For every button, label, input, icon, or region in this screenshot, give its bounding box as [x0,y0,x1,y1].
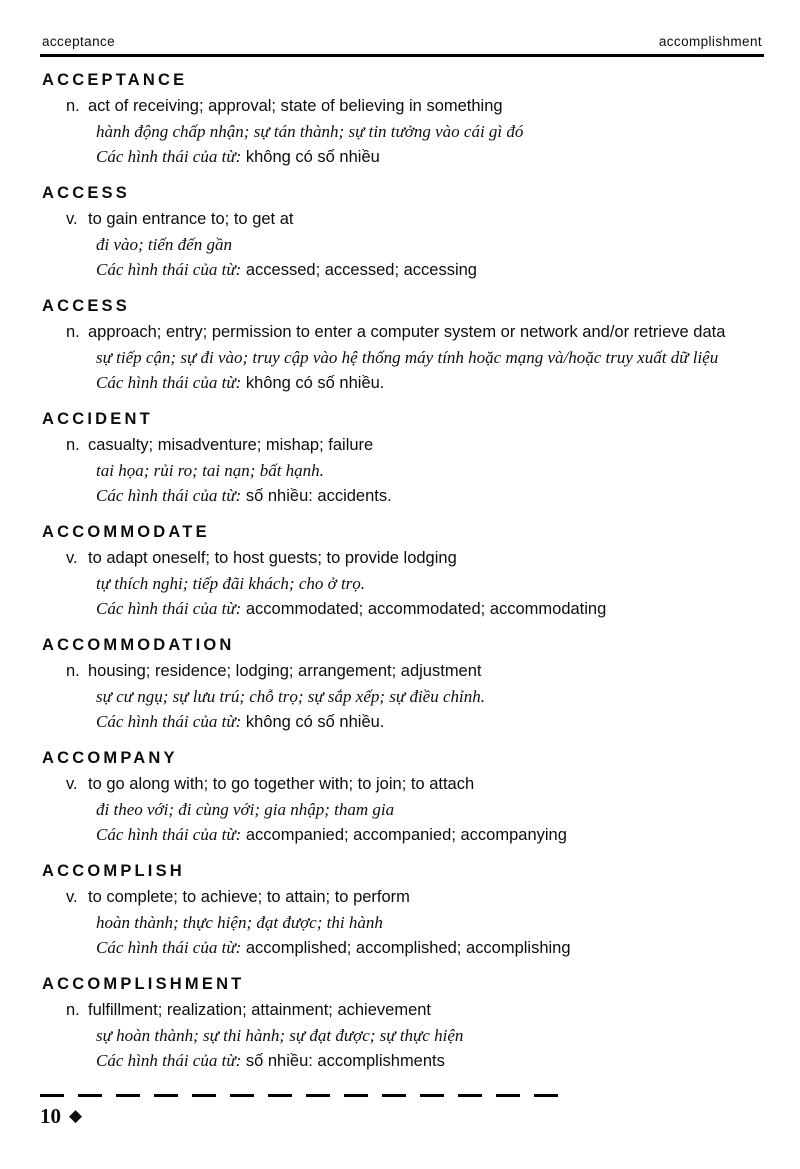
forms-label: Các hình thái của từ: [96,938,242,957]
entry-definition: to adapt oneself; to host guests; to provide lodging [88,549,457,567]
forms-label: Các hình thái của từ: [96,260,242,279]
part-of-speech: n. [66,662,80,680]
entry-body [66,885,764,961]
forms-label: Các hình thái của từ: [96,599,242,618]
part-of-speech: v. [66,210,78,228]
entry-translation: sự cư ngụ; sự lưu trú; chỗ trọ; sự sắp xếp; sự điều chỉnh. [96,687,485,706]
entry-forms: số nhiều: accomplishments [245,1052,445,1070]
definition-line [66,207,764,232]
part-of-speech: n. [66,1001,80,1019]
forms-label: Các hình thái của từ: [96,486,242,505]
forms-label: Các hình thái của từ: [96,373,242,392]
entry-headword: ACCOMMODATION [42,636,235,654]
entry-headword: ACCOMPLISHMENT [42,975,245,993]
entry-headword: ACCESS [42,184,130,202]
definition-line [66,998,764,1023]
entry-forms: accompanied; accompanied; accompanying [245,826,567,844]
entry-headword: ACCEPTANCE [42,71,188,89]
entry-body [66,772,764,848]
entry-definition: to complete; to achieve; to attain; to perform [88,888,410,906]
entry-forms: số nhiều: accidents. [245,487,392,505]
forms-label: Các hình thái của từ: [96,1051,242,1070]
dictionary-entry [40,635,764,735]
forms-line [96,935,764,961]
definition-line [66,772,764,797]
page-footer [40,1094,562,1129]
header-rule [40,54,764,57]
definition-line [66,433,764,458]
footer-dashed-line [40,1094,562,1097]
definition-line [66,94,764,119]
forms-line [96,596,764,622]
entry-forms: không có số nhiều [245,148,380,166]
entry-forms: accommodated; accommodated; accommodating [245,600,607,618]
forms-label: Các hình thái của từ: [96,712,242,731]
entry-translation: tự thích nghi; tiếp đãi khách; cho ở trọ. [96,574,366,593]
forms-line [96,257,764,283]
forms-label: Các hình thái của từ: [96,825,242,844]
entry-forms: không có số nhiều. [245,713,385,731]
entry-body [66,94,764,170]
part-of-speech: n. [66,97,80,115]
entry-headword: ACCESS [42,297,130,315]
entry-forms: accessed; accessed; accessing [245,261,477,279]
dictionary-entry [40,296,764,396]
entry-definition: casualty; misadventure; mishap; failure [88,436,374,454]
entry-definition: to gain entrance to; to get at [88,210,294,228]
entry-headword: ACCIDENT [42,410,153,428]
forms-line [96,709,764,735]
entry-forms: accomplished; accomplished; accomplishing [245,939,571,957]
forms-line [96,822,764,848]
entry-forms: không có số nhiều. [245,374,385,392]
entry-body [66,546,764,622]
definition-line [66,320,764,345]
entry-definition: act of receiving; approval; state of believing in something [88,97,503,115]
part-of-speech: v. [66,775,78,793]
entry-translation: sự tiếp cận; sự đi vào; truy cập vào hệ thống máy tính hoặc mạng và/hoặc truy xuất dữ liệu [96,348,719,367]
forms-line [96,144,764,170]
entry-body [66,433,764,509]
entry-definition: fulfillment; realization; attainment; achievement [88,1001,432,1019]
forms-label: Các hình thái của từ: [96,147,242,166]
entry-translation: hành động chấp nhận; sự tán thành; sự tin tưởng vào cái gì đó [96,122,524,141]
definition-line [66,885,764,910]
forms-line [96,483,764,509]
dictionary-entry [40,70,764,170]
running-head-left: acceptance [42,34,116,49]
running-head [40,34,764,54]
page-number: 10 [40,1104,61,1128]
definition-line [66,659,764,684]
running-head-right: accomplishment [658,34,762,49]
diamond-icon: ◆ [69,1106,83,1126]
entry-body [66,659,764,735]
dictionary-entry [40,183,764,283]
entry-body [66,320,764,396]
dictionary-entry [40,522,764,622]
entry-translation: hoàn thành; thực hiện; đạt được; thi hành [96,913,383,932]
part-of-speech: n. [66,323,80,341]
dictionary-entry [40,974,764,1074]
forms-line [96,370,764,396]
entry-translation: sự hoàn thành; sự thi hành; sự đạt được; sự thực hiện [96,1026,464,1045]
entry-headword: ACCOMPANY [42,749,178,767]
forms-line [96,1048,764,1074]
entry-headword: ACCOMMODATE [42,523,210,541]
dictionary-entry [40,861,764,961]
entry-body [66,998,764,1074]
entry-translation: đi vào; tiến đến gần [96,235,232,254]
entry-definition: to go along with; to go together with; to join; to attach [88,775,475,793]
page-number-row [40,1104,562,1129]
part-of-speech: v. [66,549,78,567]
dictionary-entry [40,409,764,509]
entries [40,70,764,1074]
part-of-speech: n. [66,436,80,454]
entry-translation: đi theo với; đi cùng với; gia nhập; tham gia [96,800,395,819]
entry-translation: tai họa; rủi ro; tai nạn; bất hạnh. [96,461,324,480]
entry-definition: approach; entry; permission to enter a computer system or network and/or retrieve data [88,323,726,341]
definition-line [66,546,764,571]
entry-definition: housing; residence; lodging; arrangement; adjustment [88,662,482,680]
dictionary-entry [40,748,764,848]
entry-headword: ACCOMPLISH [42,862,185,880]
part-of-speech: v. [66,888,78,906]
entry-body [66,207,764,283]
